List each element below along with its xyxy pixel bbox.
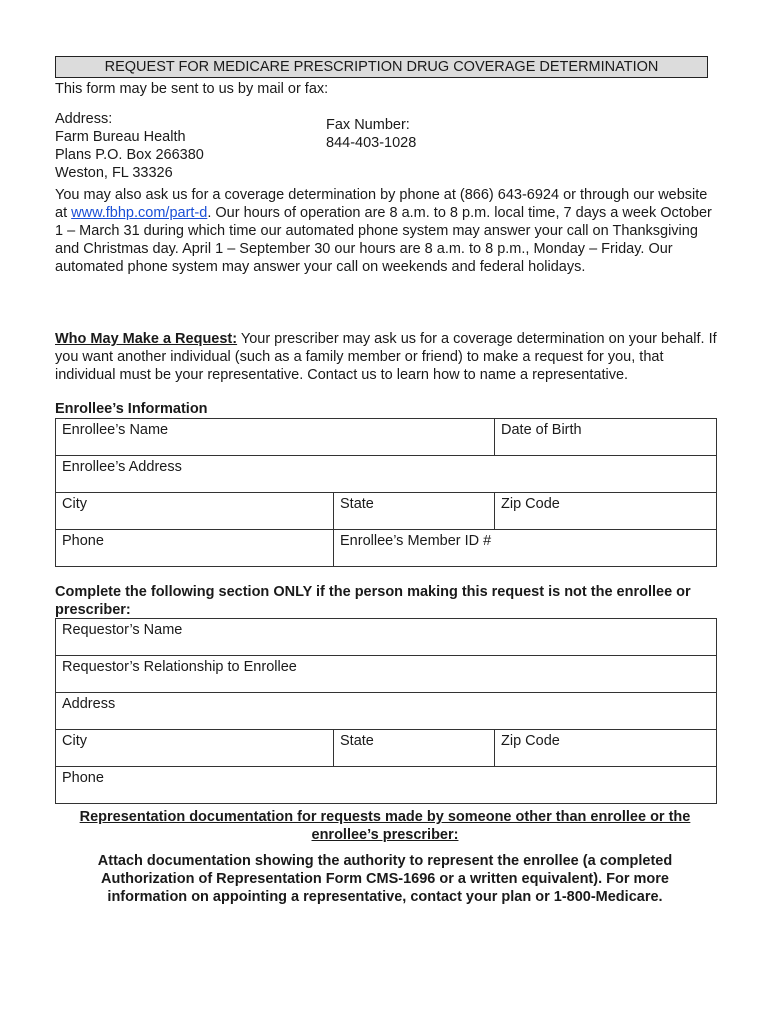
who-may-request-heading: Who May Make a Request:: [55, 331, 238, 347]
requestor-zip-field[interactable]: Zip Code: [495, 730, 717, 767]
who-may-request-paragraph: [55, 330, 717, 384]
enrollee-member-id-field[interactable]: Enrollee’s Member ID #: [334, 530, 717, 567]
requestor-section-heading: Complete the following section ONLY if the person making this request is not the enrollee or prescriber:: [55, 584, 691, 618]
who-may-request-text: Your prescriber may ask us for a coverage determination on your behalf. If you want another individual (such as a family member or friend) to make a request for you, that individual must be your representative. Contact us to learn how to name a representative.: [55, 331, 717, 383]
enrollee-city-field[interactable]: City: [56, 493, 334, 530]
requestor-table: [55, 618, 717, 804]
enrollee-address-field[interactable]: Enrollee’s Address: [56, 456, 717, 493]
requestor-address-field[interactable]: Address: [56, 693, 717, 730]
enrollee-section-heading: Enrollee’s Information: [55, 401, 208, 417]
requestor-city-field[interactable]: City: [56, 730, 334, 767]
website-link[interactable]: www.fbhp.com/part-d: [71, 205, 208, 221]
phone-text-after: . Our hours of operation are 8 a.m. to 8 p.m. local time, 7 days a week October 1 – March 31 during which time our automated phone system may answer your call on Thanksgiving and Christmas day. April 1 – September 30 our hours are 8 a.m. to 8 p.m., Monday – Friday. Our automated phone system may answer your call on weekends and federal holidays.: [55, 205, 712, 275]
requestor-relationship-field[interactable]: Requestor’s Relationship to Enrollee: [56, 656, 717, 693]
fax-block: [326, 116, 416, 152]
address-line-3: Weston, FL 33326: [55, 165, 173, 181]
representation-text: Attach documentation showing the authority to represent the enrollee (a completed Authorization of Representation Form CMS-1696 or a written equivalent). For more information on appointing a representative, contact your plan or 1-800-Medicare.: [97, 853, 673, 905]
phone-text-before: You may also ask us for a coverage determination by phone at (866) 643-6924 or through our website at: [55, 187, 708, 221]
enrollee-table: [55, 418, 717, 567]
enrollee-state-field[interactable]: State: [334, 493, 495, 530]
enrollee-dob-field[interactable]: Date of Birth: [495, 419, 717, 456]
intro-text: This form may be sent to us by mail or fax:: [55, 81, 329, 97]
fax-number: 844-403-1028: [326, 135, 417, 151]
address-label: Address:: [55, 111, 113, 127]
address-line-1: Farm Bureau Health: [55, 129, 186, 145]
mailing-address: [55, 110, 204, 182]
address-line-2: Plans P.O. Box 266380: [55, 147, 204, 163]
phone-paragraph: [55, 186, 717, 276]
requestor-name-field[interactable]: Requestor’s Name: [56, 619, 717, 656]
form-title: REQUEST FOR MEDICARE PRESCRIPTION DRUG COVERAGE DETERMINATION: [55, 56, 708, 78]
requestor-phone-field[interactable]: Phone: [56, 767, 717, 804]
enrollee-name-field[interactable]: Enrollee’s Name: [56, 419, 495, 456]
enrollee-phone-field[interactable]: Phone: [56, 530, 334, 567]
representation-heading: Representation documentation for requests made by someone other than enrollee or the enrollee’s prescriber:: [79, 809, 691, 843]
requestor-state-field[interactable]: State: [334, 730, 495, 767]
fax-label: Fax Number:: [326, 117, 410, 133]
enrollee-zip-field[interactable]: Zip Code: [495, 493, 717, 530]
